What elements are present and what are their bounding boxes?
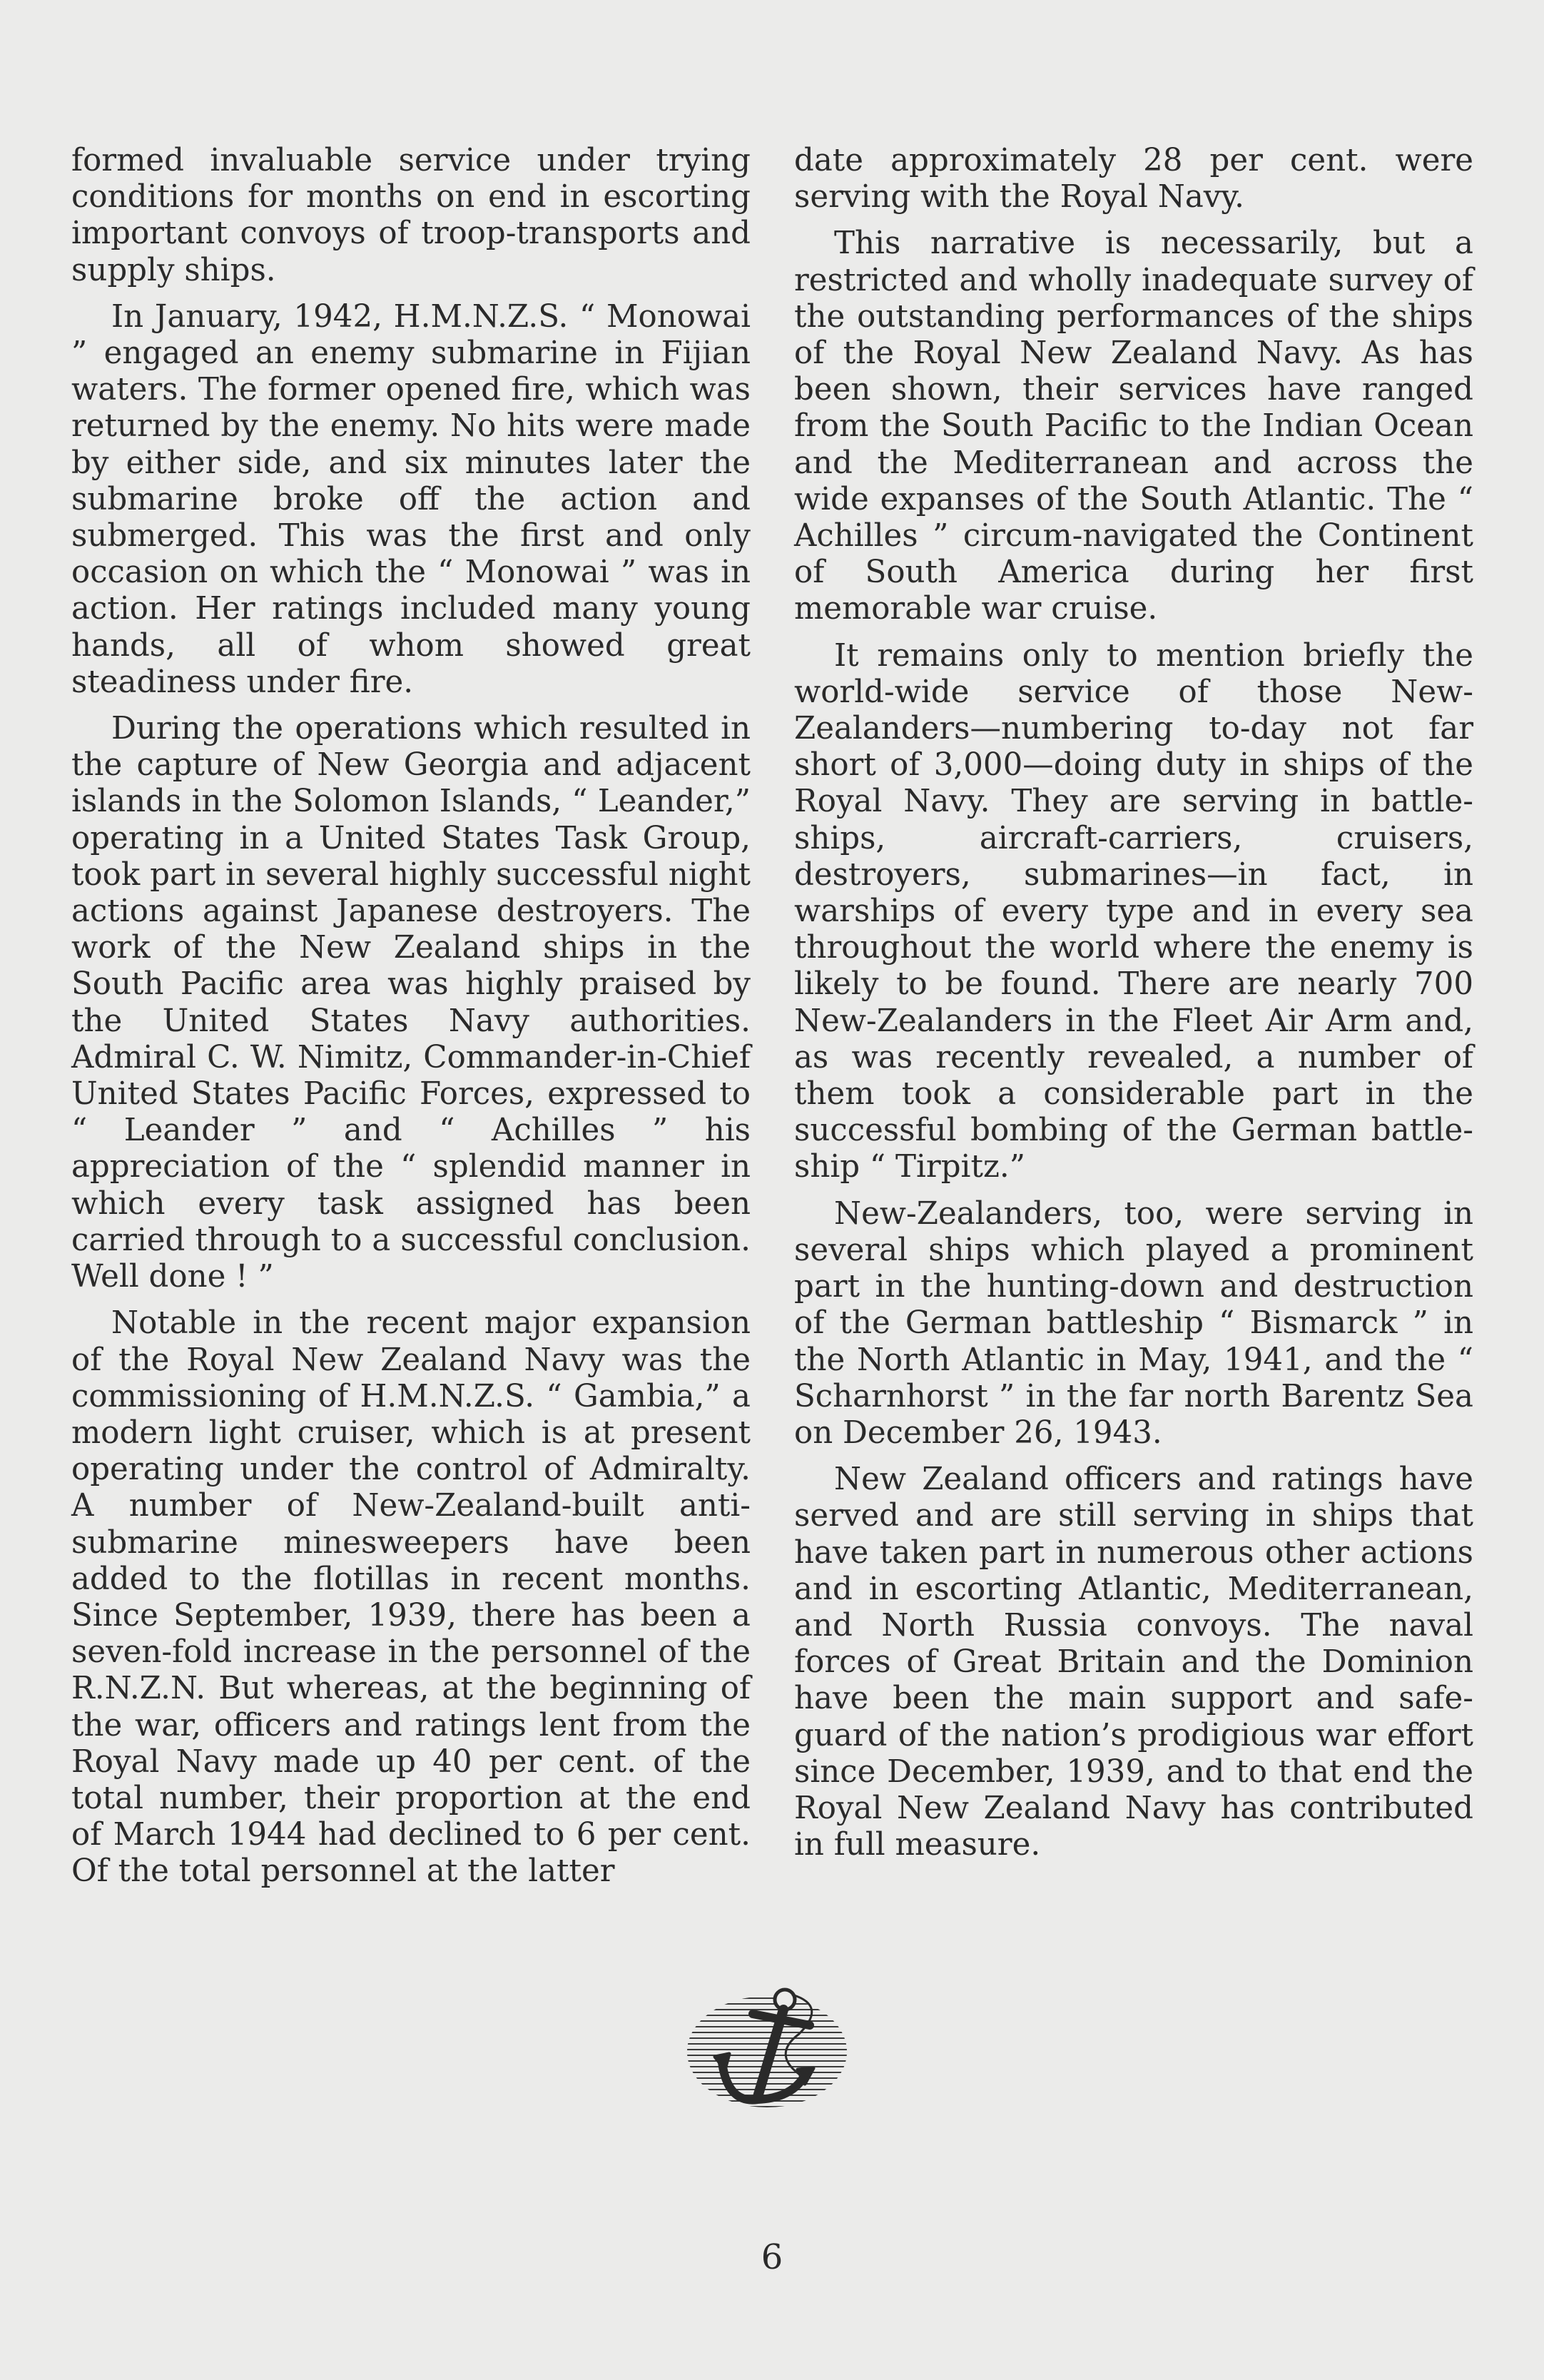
paragraph: It remains only to mention briefly the world-wide service of those New-Zealanders—numbering to-day not far short of 3,000—doing duty in ships of the Royal Navy. They are serving in battle-ships, aircraft-carriers, cruisers, destroyers, submarines—in fact, in warships of every type and in every sea throughout the world where the enemy is likely to be found. There are nearly 700 New-Zealanders in the Fleet Air Arm and, as was recently revealed, a number of them took a considerable part in the successful bombing of the German battle-ship “ Tirpitz.” (794, 637, 1473, 1185)
paragraph: During the operations which resulted in the capture of New Georgia and adjacent islands in the Solomon Islands, “ Leander,” operating in a United States Task Group, took part in several highly successful night actions against Japanese destroyers. The work of the New Zealand ships in the South Pacific area was highly praised by the United States Navy authorities. Admiral C. W. Nimitz, Commander-in-Chief United States Pacific Forces, expressed to “ Leander ” and “ Achilles ” his appreciation of the “ splendid manner in which every task assigned has been carried through to a successful conclusion. Well done ! ” (71, 711, 751, 1295)
page-number: 6 (761, 2237, 783, 2277)
anchor-icon (678, 1977, 856, 2120)
paragraph: In January, 1942, H.M.N.Z.S. “ Monowai ” engaged an enemy submarine in Fijian waters. The former opened fire, which was returned by the enemy. No hits were made by either side, and six minutes later the submarine broke off the action and submerged. This was the first and only occasion on which the “ Monowai ” was in action. Her ratings included many young hands, all of whom showed great steadiness under fire. (71, 298, 751, 700)
left-column (71, 143, 751, 1900)
right-column (794, 143, 1473, 1873)
paragraph: date approximately 28 per cent. were serving with the Royal Navy. (794, 143, 1473, 216)
paragraph: New-Zealanders, too, were serving in several ships which played a prominent part in the hunting-down and destruction of the German battleship “ Bismarck ” in the North Atlantic in May, 1941, and the “ Scharnhorst ” in the far north Barentz Sea on December 26, 1943. (794, 1195, 1473, 1451)
paragraph: formed invaluable service under trying conditions for months on end in escorting important convoys of troop-transports and supply ships. (71, 143, 751, 288)
paragraph: This narrative is necessarily, but a restricted and wholly inadequate survey of the outstanding performances of the ships of the Royal New Zealand Navy. As has been shown, their services have ranged from the South Pacific to the Indian Ocean and the Mediterranean and across the wide expanses of the South Atlantic. The “ Achilles ” circum-navigated the Continent of South America during her first memorable war cruise. (794, 226, 1473, 627)
paragraph: New Zealand officers and ratings have served and are still serving in ships that have taken part in numerous other actions and in escorting Atlantic, Mediterranean, and North Russia convoys. The naval forces of Great Britain and the Dominion have been the main support and safe-guard of the nation’s prodigious war effort since December, 1939, and to that end the Royal New Zealand Navy has contributed in full measure. (794, 1462, 1473, 1863)
paragraph: Notable in the recent major expansion of the Royal New Zealand Navy was the commissioning of H.M.N.Z.S. “ Gambia,” a modern light cruiser, which is at present operating under the control of Admiralty. A number of New-Zealand-built anti-submarine minesweepers have been added to the flotillas in recent months. Since September, 1939, there has been a seven-fold increase in the personnel of the R.N.Z.N. But whereas, at the beginning of the war, officers and ratings lent from the Royal Navy made up 40 per cent. of the total number, their proportion at the end of March 1944 had declined to 6 per cent. Of the total personnel at the latter (71, 1305, 751, 1890)
